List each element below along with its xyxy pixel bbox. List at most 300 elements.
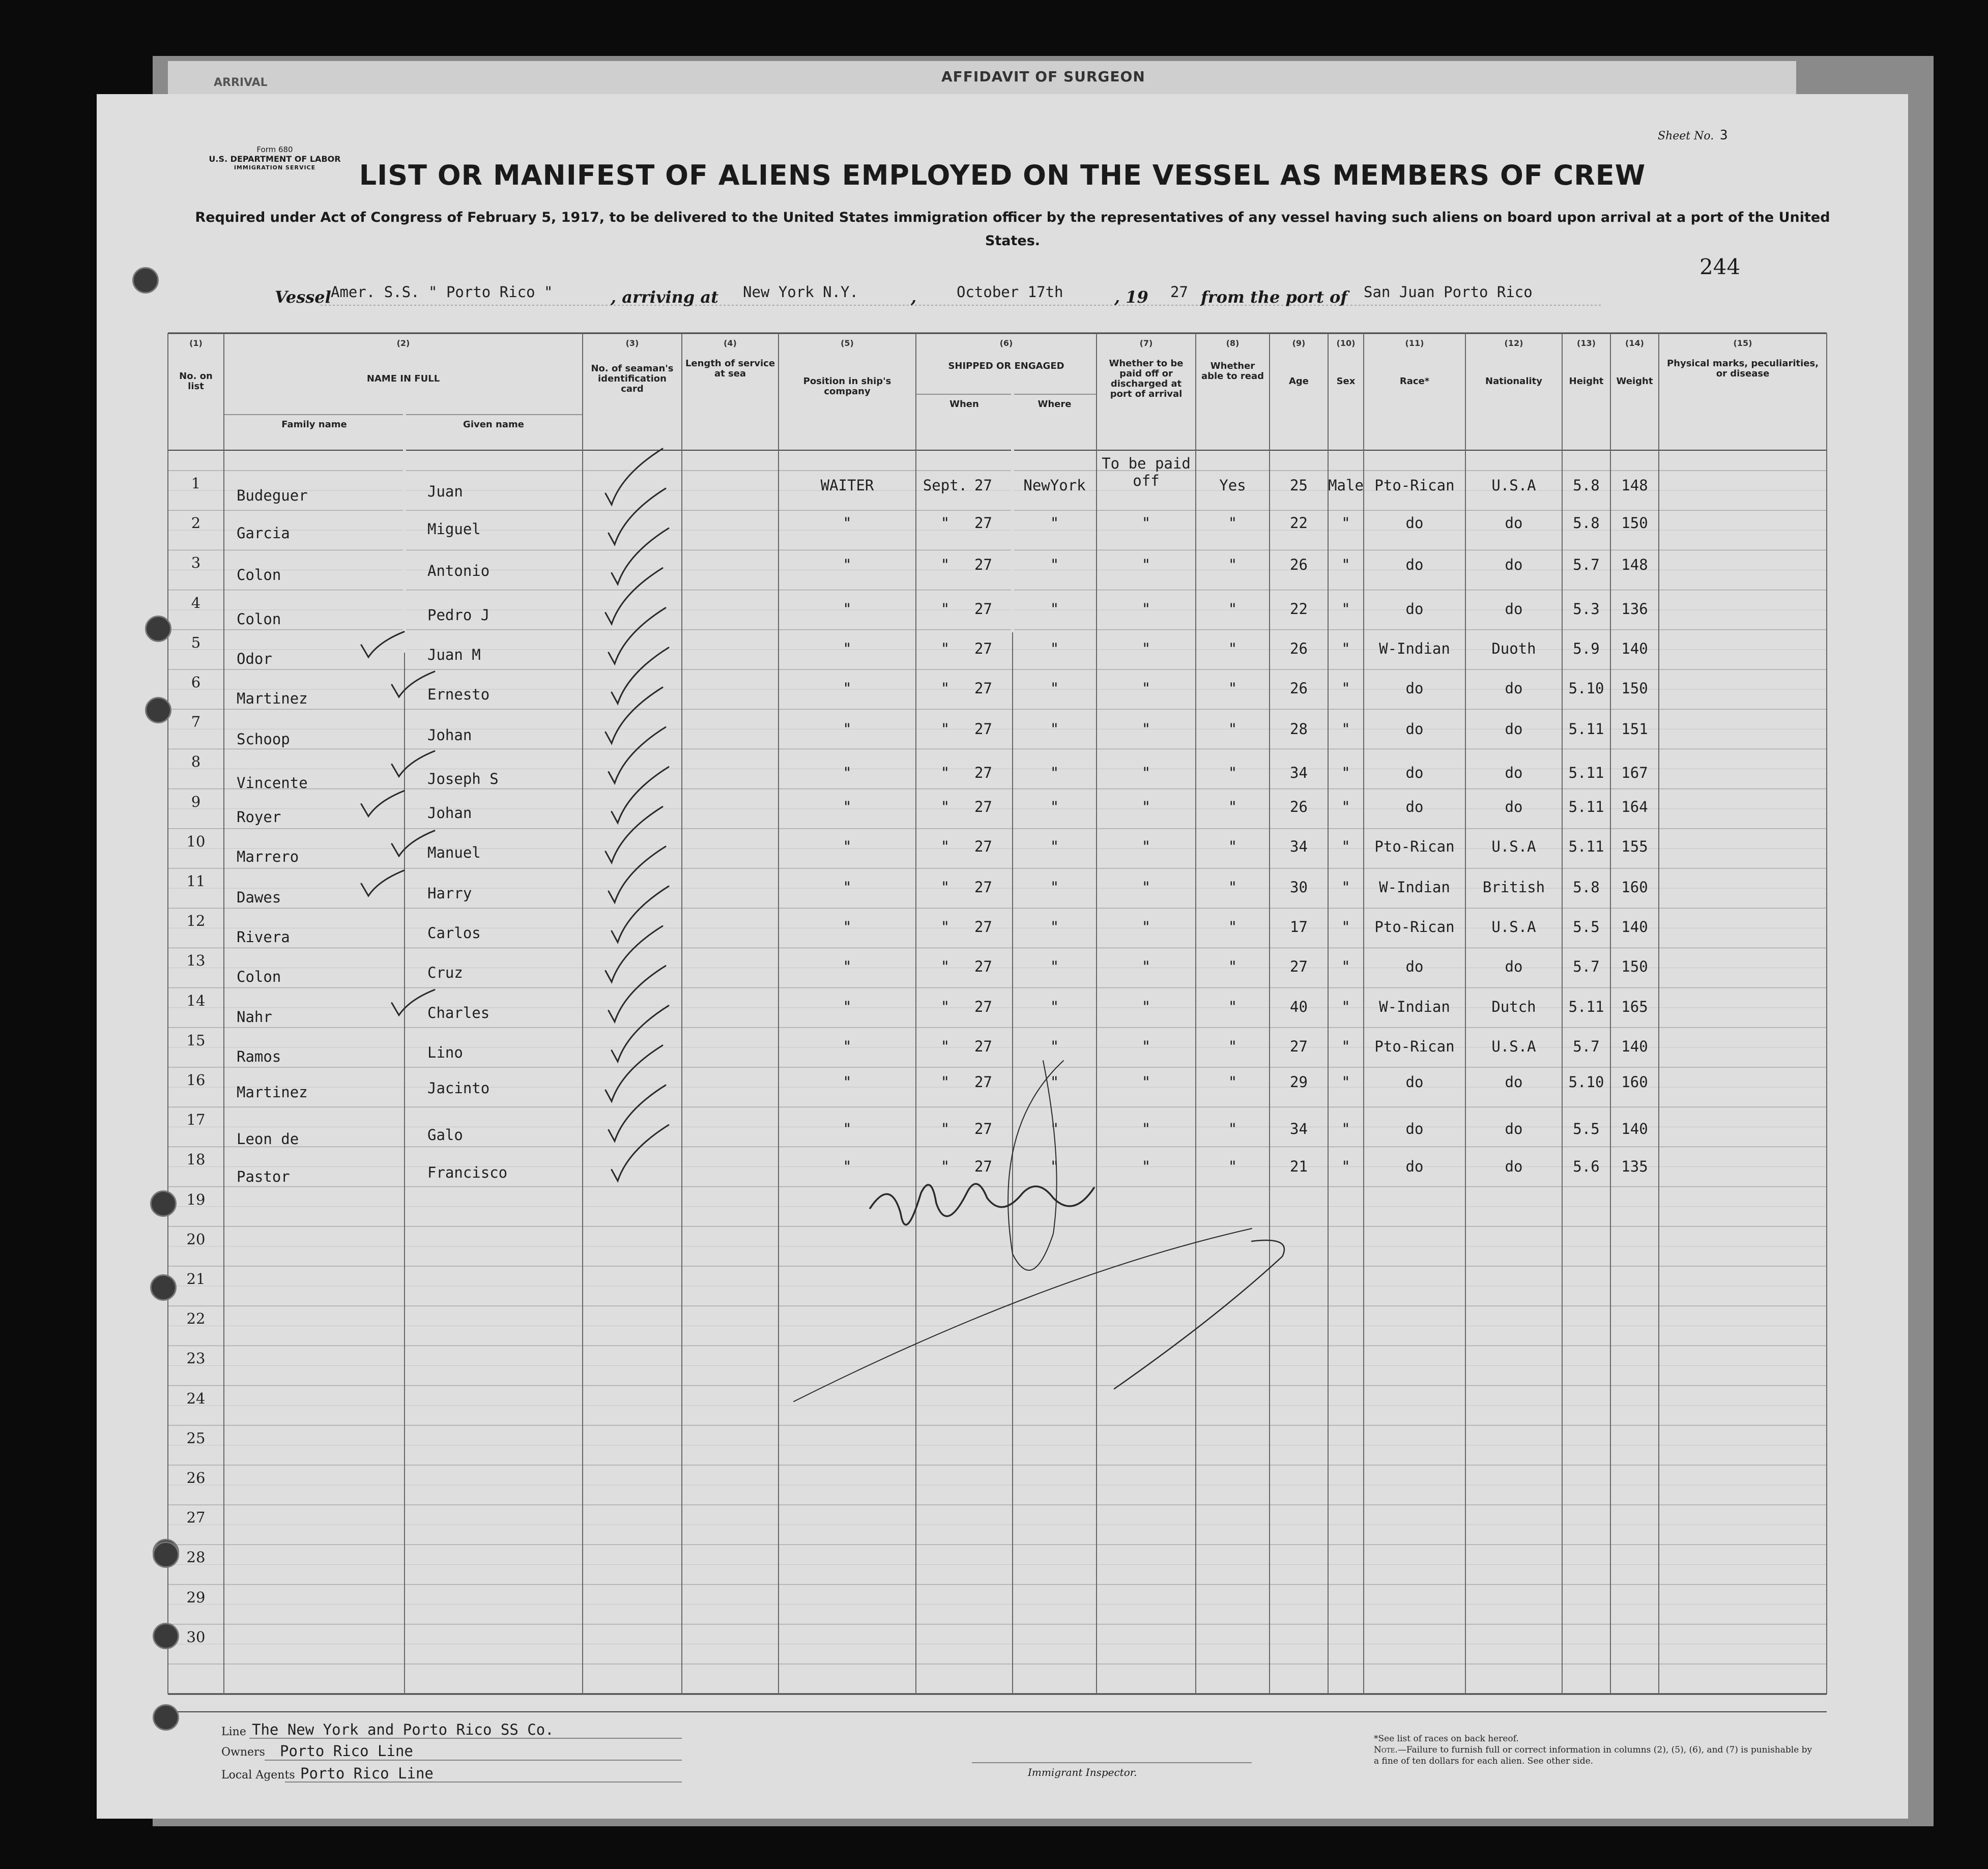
age-cell: 17 [1290, 918, 1308, 936]
paid-off-cell: " [1141, 1120, 1151, 1138]
family-name-cell: Odor [237, 650, 272, 667]
shipped-month-cell: " [940, 1073, 950, 1091]
column-number-nationality: (12) [1504, 338, 1523, 348]
checkmark-icon [612, 1125, 669, 1181]
given-name-cell: Carlos [427, 924, 481, 942]
nationality-cell: do [1505, 600, 1523, 618]
able-to-read-cell: " [1228, 1037, 1237, 1055]
position-cell: " [843, 998, 852, 1015]
checkmark-icon [361, 632, 404, 657]
able-to-read-cell: " [1228, 514, 1237, 532]
penalty-note [1374, 1744, 1817, 1767]
line-value: The New York and Porto Rico SS Co. [252, 1721, 554, 1738]
column-header-weight: Weight [1616, 376, 1653, 387]
nationality-cell: do [1505, 798, 1523, 815]
height-cell: 5.11 [1568, 998, 1604, 1015]
nationality-cell: do [1505, 1073, 1523, 1091]
column-header-nationality: Nationality [1485, 376, 1542, 387]
row-number: 29 [186, 1588, 206, 1606]
column-number-sex: (10) [1336, 338, 1356, 348]
race-cell: do [1405, 1158, 1424, 1176]
nationality-cell: do [1505, 680, 1523, 697]
back-sheet-arrival-label: ARRIVAL [214, 76, 268, 89]
family-name-cell: Leon de [237, 1130, 299, 1148]
handwritten-marks [97, 94, 1908, 1819]
sex-cell: " [1341, 998, 1350, 1015]
row-number: 19 [186, 1190, 206, 1208]
family-name-cell: Vincente [237, 774, 308, 792]
shipped-day-cell: 27 [974, 764, 992, 782]
race-cell: do [1405, 1073, 1424, 1091]
shipped-month-cell: " [940, 764, 950, 782]
position-cell: " [843, 680, 852, 697]
paid-off-cell: " [1141, 879, 1151, 896]
paid-off-cell: " [1141, 600, 1151, 618]
column-header-height: Height [1569, 376, 1604, 387]
row-number: 9 [191, 793, 201, 810]
checkmark-icon [612, 767, 669, 823]
races-note: *See list of races on back hereof. [1374, 1734, 1519, 1744]
paid-off-cell: " [1141, 639, 1151, 657]
arriving-value: New York N.Y. [743, 283, 858, 301]
age-cell: 28 [1290, 720, 1308, 738]
given-name-cell: Jacinto [427, 1079, 490, 1097]
sex-cell: " [1341, 879, 1350, 896]
given-name-cell: Francisco [427, 1164, 508, 1182]
shipped-month-cell: " [940, 958, 950, 976]
able-to-read-cell: " [1228, 837, 1237, 855]
sex-cell: " [1341, 798, 1350, 815]
penalty-note-text: —Failure to furnish full or correct information in columns (2), (5), (6), and (7) is punishable by a fine of ten dollars for each alien. See other side. [1374, 1745, 1812, 1766]
race-cell: Pto-Rican [1374, 837, 1455, 855]
page-number: 244 [1699, 254, 1741, 279]
row-number: 27 [186, 1509, 206, 1527]
column-subheader-family-name: Family name [281, 419, 347, 430]
nationality-cell: do [1505, 958, 1523, 976]
shipped-where-cell: " [1050, 764, 1059, 782]
manifest-sheet [97, 94, 1908, 1819]
checkmark-icon [612, 648, 669, 704]
form-number: Form 680 [256, 145, 293, 154]
height-cell: 5.7 [1573, 1037, 1600, 1055]
signature-flourish [1114, 1240, 1284, 1389]
row-number: 10 [186, 832, 206, 850]
shipped-where-cell: " [1050, 600, 1059, 618]
weight-cell: 135 [1621, 1158, 1648, 1176]
paid-off-cell: " [1141, 556, 1151, 574]
nationality-cell: U.S.A [1491, 837, 1536, 855]
given-name-cell: Ernesto [427, 686, 490, 703]
position-cell: " [843, 600, 852, 618]
row-number: 11 [186, 872, 206, 890]
back-sheet-affidavit-label: AFFIDAVIT OF SURGEON [941, 68, 1145, 85]
sex-cell: " [1341, 680, 1350, 697]
shipped-day-cell: 27 [974, 1037, 992, 1055]
shipped-month-cell: " [940, 798, 950, 815]
nationality-cell: do [1505, 556, 1523, 574]
shipped-day-cell: 27 [974, 1158, 992, 1176]
paid-off-cell: " [1141, 764, 1151, 782]
race-cell: Pto-Rican [1374, 477, 1455, 494]
height-cell: 5.7 [1573, 556, 1600, 574]
given-name-cell: Charles [427, 1004, 490, 1021]
given-name-cell: Johan [427, 804, 472, 822]
row-number: 17 [186, 1111, 206, 1129]
shipped-where-cell: " [1050, 958, 1059, 976]
race-cell: do [1405, 720, 1424, 738]
paid-off-cell: " [1141, 998, 1151, 1015]
arriving-label: , arriving at [611, 287, 718, 307]
weight-cell: 136 [1621, 600, 1648, 618]
weight-cell: 140 [1621, 918, 1648, 936]
weight-cell: 160 [1621, 1073, 1648, 1091]
arrival-date: October 17th [957, 283, 1063, 301]
position-cell: " [843, 879, 852, 896]
height-cell: 5.9 [1573, 639, 1600, 657]
family-name-cell: Ramos [237, 1047, 281, 1065]
family-name-cell: Rivera [237, 928, 290, 946]
position-cell: " [843, 1073, 852, 1091]
able-to-read-cell: " [1228, 680, 1237, 697]
able-to-read-cell: " [1228, 720, 1237, 738]
height-cell: 5.8 [1573, 514, 1600, 532]
age-cell: 26 [1290, 798, 1308, 815]
shipped-month-cell: " [940, 639, 950, 657]
column-header-no-on-list: No. on list [179, 371, 213, 392]
sex-cell: Male [1328, 477, 1364, 494]
paid-off-cell: " [1141, 720, 1151, 738]
age-cell: 27 [1290, 958, 1308, 976]
weight-cell: 165 [1621, 998, 1648, 1015]
family-name-cell: Marrero [237, 848, 299, 865]
column-number-paid-off: (7) [1139, 338, 1153, 348]
shipped-month-cell: " [940, 514, 950, 532]
given-name-cell: Juan M [427, 646, 481, 663]
race-cell: W-Indian [1379, 639, 1450, 657]
row-number: 25 [186, 1429, 206, 1447]
age-cell: 34 [1290, 837, 1308, 855]
local-agents-value: Porto Rico Line [300, 1765, 434, 1782]
shipped-where-cell: " [1050, 556, 1059, 574]
row-number: 13 [186, 952, 206, 970]
shipped-day-cell: 27 [974, 837, 992, 855]
age-cell: 26 [1290, 680, 1308, 697]
row-number: 26 [186, 1469, 206, 1486]
inspector-label: Immigrant Inspector. [1028, 1766, 1137, 1778]
row-number: 16 [186, 1071, 206, 1089]
paid-off-cell: " [1141, 958, 1151, 976]
paid-off-cell: " [1141, 1037, 1151, 1055]
shipped-month-cell: " [940, 600, 950, 618]
height-cell: 5.11 [1568, 764, 1604, 782]
shipped-day-cell: 27 [974, 879, 992, 896]
shipped-day-cell: 27 [974, 639, 992, 657]
row-number: 28 [186, 1549, 206, 1566]
sex-cell: " [1341, 1120, 1350, 1138]
family-name-cell: Pastor [237, 1168, 290, 1186]
column-header-position: Position in ship's company [803, 376, 891, 397]
from-port-label: from the port of [1201, 287, 1348, 307]
shipped-day-cell: 27 [974, 958, 992, 976]
sex-cell: " [1341, 639, 1350, 657]
sex-cell: " [1341, 1158, 1350, 1176]
race-cell: W-Indian [1379, 998, 1450, 1015]
row-number: 7 [191, 713, 201, 731]
sheet-number-label: Sheet No. [1658, 130, 1714, 142]
shipped-where-cell: " [1050, 514, 1059, 532]
column-number-shipped-or-engaged: (6) [999, 338, 1013, 348]
height-cell: 5.8 [1573, 879, 1600, 896]
able-to-read-cell: " [1228, 764, 1237, 782]
weight-cell: 151 [1621, 720, 1648, 738]
age-cell: 34 [1290, 1120, 1308, 1138]
row-number: 21 [186, 1270, 206, 1288]
race-cell: do [1405, 514, 1424, 532]
column-number-physical-marks: (15) [1733, 338, 1752, 348]
position-cell: " [843, 639, 852, 657]
family-name-cell: Colon [237, 610, 281, 628]
shipped-month-cell: " [940, 998, 950, 1015]
given-name-cell: Galo [427, 1126, 463, 1144]
column-number-age: (9) [1292, 338, 1306, 348]
shipped-where-cell: " [1050, 798, 1059, 815]
height-cell: 5.11 [1568, 798, 1604, 815]
family-name-cell: Schoop [237, 731, 290, 748]
weight-cell: 140 [1621, 639, 1648, 657]
shipped-month-cell: " [940, 680, 950, 697]
paid-off-cell: " [1141, 1158, 1151, 1176]
column-header-sex: Sex [1336, 376, 1356, 387]
line-label: Line [221, 1726, 246, 1738]
shipped-month-cell: " [940, 918, 950, 936]
race-cell: W-Indian [1379, 879, 1450, 896]
departure-port: San Juan Porto Rico [1364, 283, 1533, 301]
shipped-month-cell: " [940, 837, 950, 855]
family-name-cell: Colon [237, 566, 281, 584]
row-number: 30 [186, 1628, 206, 1646]
height-cell: 5.8 [1573, 477, 1600, 494]
race-cell: do [1405, 1120, 1424, 1138]
nationality-cell: do [1505, 1158, 1523, 1176]
paid-off-cell: " [1141, 1073, 1151, 1091]
race-cell: do [1405, 764, 1424, 782]
paid-off-cell: " [1141, 837, 1151, 855]
row-number: 4 [191, 594, 201, 611]
weight-cell: 160 [1621, 879, 1648, 896]
family-name-cell: Budeguer [237, 487, 308, 504]
sex-cell: " [1341, 556, 1350, 574]
column-header-length-of-service: Length of service at sea [685, 358, 775, 379]
able-to-read-cell: " [1228, 556, 1237, 574]
signature-flourish [794, 1229, 1252, 1401]
able-to-read-cell: " [1228, 600, 1237, 618]
column-subheader-given-name: Given name [463, 419, 524, 430]
shipped-month-cell: " [940, 1120, 950, 1138]
column-number-able-to-read: (8) [1226, 338, 1240, 348]
age-cell: 30 [1290, 879, 1308, 896]
shipped-where-cell: NewYork [1023, 477, 1086, 494]
position-cell: " [843, 556, 852, 574]
local-agents-label: Local Agents [221, 1769, 295, 1782]
position-cell: " [843, 798, 852, 815]
age-cell: 27 [1290, 1037, 1308, 1055]
shipped-month-cell: " [940, 1037, 950, 1055]
year-prefix: , 19 [1114, 287, 1148, 307]
vessel-label: Vessel [275, 287, 331, 307]
row-number: 14 [186, 991, 206, 1009]
checkmark-icon [392, 990, 435, 1015]
weight-cell: 155 [1621, 837, 1648, 855]
height-cell: 5.6 [1573, 1158, 1600, 1176]
given-name-cell: Cruz [427, 964, 463, 982]
nationality-cell: U.S.A [1491, 477, 1536, 494]
column-header-seaman-id-card: No. of seaman's identification card [591, 363, 674, 394]
shipped-day-cell: 27 [974, 680, 992, 697]
nationality-cell: do [1505, 720, 1523, 738]
nationality-cell: do [1505, 514, 1523, 532]
service-name: IMMIGRATION SERVICE [234, 164, 316, 171]
shipped-day-cell: 27 [974, 600, 992, 618]
column-header-able-to-read: Whether able to read [1201, 361, 1264, 382]
row-number: 8 [191, 753, 201, 771]
column-number-seaman-id-card: (3) [625, 338, 639, 348]
column-header-shipped-or-engaged: SHIPPED OR ENGAGED [948, 361, 1064, 371]
owners-label: Owners [221, 1746, 265, 1759]
arrival-year: 27 [1170, 283, 1188, 301]
column-number-weight: (14) [1625, 338, 1644, 348]
weight-cell: 148 [1621, 556, 1648, 574]
race-cell: Pto-Rican [1374, 918, 1455, 936]
shipped-where-cell: " [1050, 1037, 1059, 1055]
paid-off-cell: " [1141, 798, 1151, 815]
column-number-name-in-full: (2) [396, 338, 410, 348]
able-to-read-cell: " [1228, 639, 1237, 657]
checkmark-icon [361, 791, 404, 816]
family-name-cell: Dawes [237, 889, 281, 906]
checkmark-icon [612, 1006, 669, 1062]
paid-off-cell: " [1141, 918, 1151, 936]
owners-value: Porto Rico Line [280, 1742, 413, 1760]
shipped-day-cell: 27 [974, 998, 992, 1015]
row-number: 1 [191, 475, 201, 492]
race-cell: do [1405, 600, 1424, 618]
weight-cell: 140 [1621, 1120, 1648, 1138]
position-cell: WAITER [820, 477, 874, 494]
position-cell: " [843, 514, 852, 532]
shipped-day-cell: 27 [974, 556, 992, 574]
age-cell: 22 [1290, 600, 1308, 618]
shipped-where-cell: " [1050, 639, 1059, 657]
family-name-cell: Nahr [237, 1008, 272, 1026]
shipped-where-cell: " [1050, 879, 1059, 896]
row-number: 18 [186, 1151, 206, 1169]
shipped-where-cell: " [1050, 680, 1059, 697]
shipped-month-cell: " [940, 720, 950, 738]
position-cell: " [843, 918, 852, 936]
row-number: 23 [186, 1350, 206, 1367]
nationality-cell: do [1505, 1120, 1523, 1138]
column-header-race: Race* [1399, 376, 1430, 387]
nationality-cell: Dutch [1491, 998, 1536, 1015]
penalty-note-label: Note. [1374, 1745, 1398, 1755]
row-number: 22 [186, 1310, 206, 1328]
shipped-day-cell: 27 [974, 798, 992, 815]
race-cell: do [1405, 680, 1424, 697]
given-name-cell: Manuel [427, 843, 481, 861]
sex-cell: " [1341, 1037, 1350, 1055]
weight-cell: 150 [1621, 680, 1648, 697]
column-number-height: (13) [1577, 338, 1596, 348]
position-cell: " [843, 1037, 852, 1055]
race-cell: Pto-Rican [1374, 1037, 1455, 1055]
nationality-cell: U.S.A [1491, 918, 1536, 936]
shipped-month-cell: " [940, 1158, 950, 1176]
height-cell: 5.11 [1568, 720, 1604, 738]
shipped-where-cell: " [1050, 998, 1059, 1015]
nationality-cell: U.S.A [1491, 1037, 1536, 1055]
inspector-signature [870, 1184, 1094, 1224]
able-to-read-cell: " [1228, 998, 1237, 1015]
height-cell: 5.10 [1568, 1073, 1604, 1091]
nationality-cell: do [1505, 764, 1523, 782]
height-cell: 5.7 [1573, 958, 1600, 976]
row-number: 15 [186, 1031, 206, 1049]
given-name-cell: Joseph S [427, 770, 499, 788]
sex-cell: " [1341, 1073, 1350, 1091]
department-name: U.S. DEPARTMENT OF LABOR [209, 154, 341, 164]
row-number: 24 [186, 1389, 206, 1407]
weight-cell: 150 [1621, 514, 1648, 532]
height-cell: 5.5 [1573, 1120, 1600, 1138]
column-number-no-on-list: (1) [189, 338, 203, 348]
column-subheader-when: When [949, 399, 979, 410]
position-cell: " [843, 720, 852, 738]
column-header-name-in-full: NAME IN FULL [366, 373, 440, 384]
able-to-read-cell: " [1228, 958, 1237, 976]
weight-cell: 164 [1621, 798, 1648, 815]
checkmark-icon [612, 886, 669, 942]
row-number: 6 [191, 674, 201, 691]
signature-loop [1008, 1061, 1063, 1270]
family-name-cell: Garcia [237, 524, 290, 542]
age-cell: 22 [1290, 514, 1308, 532]
age-cell: 29 [1290, 1073, 1308, 1091]
shipped-where-cell: " [1050, 837, 1059, 855]
weight-cell: 167 [1621, 764, 1648, 782]
weight-cell: 140 [1621, 1037, 1648, 1055]
shipped-month-cell: Sept. [923, 477, 968, 494]
date-comma: , [911, 287, 917, 307]
position-cell: " [843, 1120, 852, 1138]
shipped-where-cell: " [1050, 918, 1059, 936]
race-cell: do [1405, 556, 1424, 574]
able-to-read-cell: " [1228, 879, 1237, 896]
sex-cell: " [1341, 837, 1350, 855]
paid-off-cell: " [1141, 680, 1151, 697]
paid-off-cell: To be paid off [1102, 455, 1191, 489]
given-name-cell: Johan [427, 726, 472, 744]
sex-cell: " [1341, 720, 1350, 738]
column-number-position: (5) [841, 338, 854, 348]
column-number-length-of-service: (4) [724, 338, 737, 348]
row-number: 3 [191, 554, 201, 572]
checkmark-icon [392, 671, 435, 697]
race-cell: do [1405, 958, 1424, 976]
row-number: 2 [191, 514, 201, 532]
checkmark-icon [361, 870, 404, 896]
row-number: 5 [191, 633, 201, 651]
family-name-cell: Martinez [237, 690, 308, 707]
